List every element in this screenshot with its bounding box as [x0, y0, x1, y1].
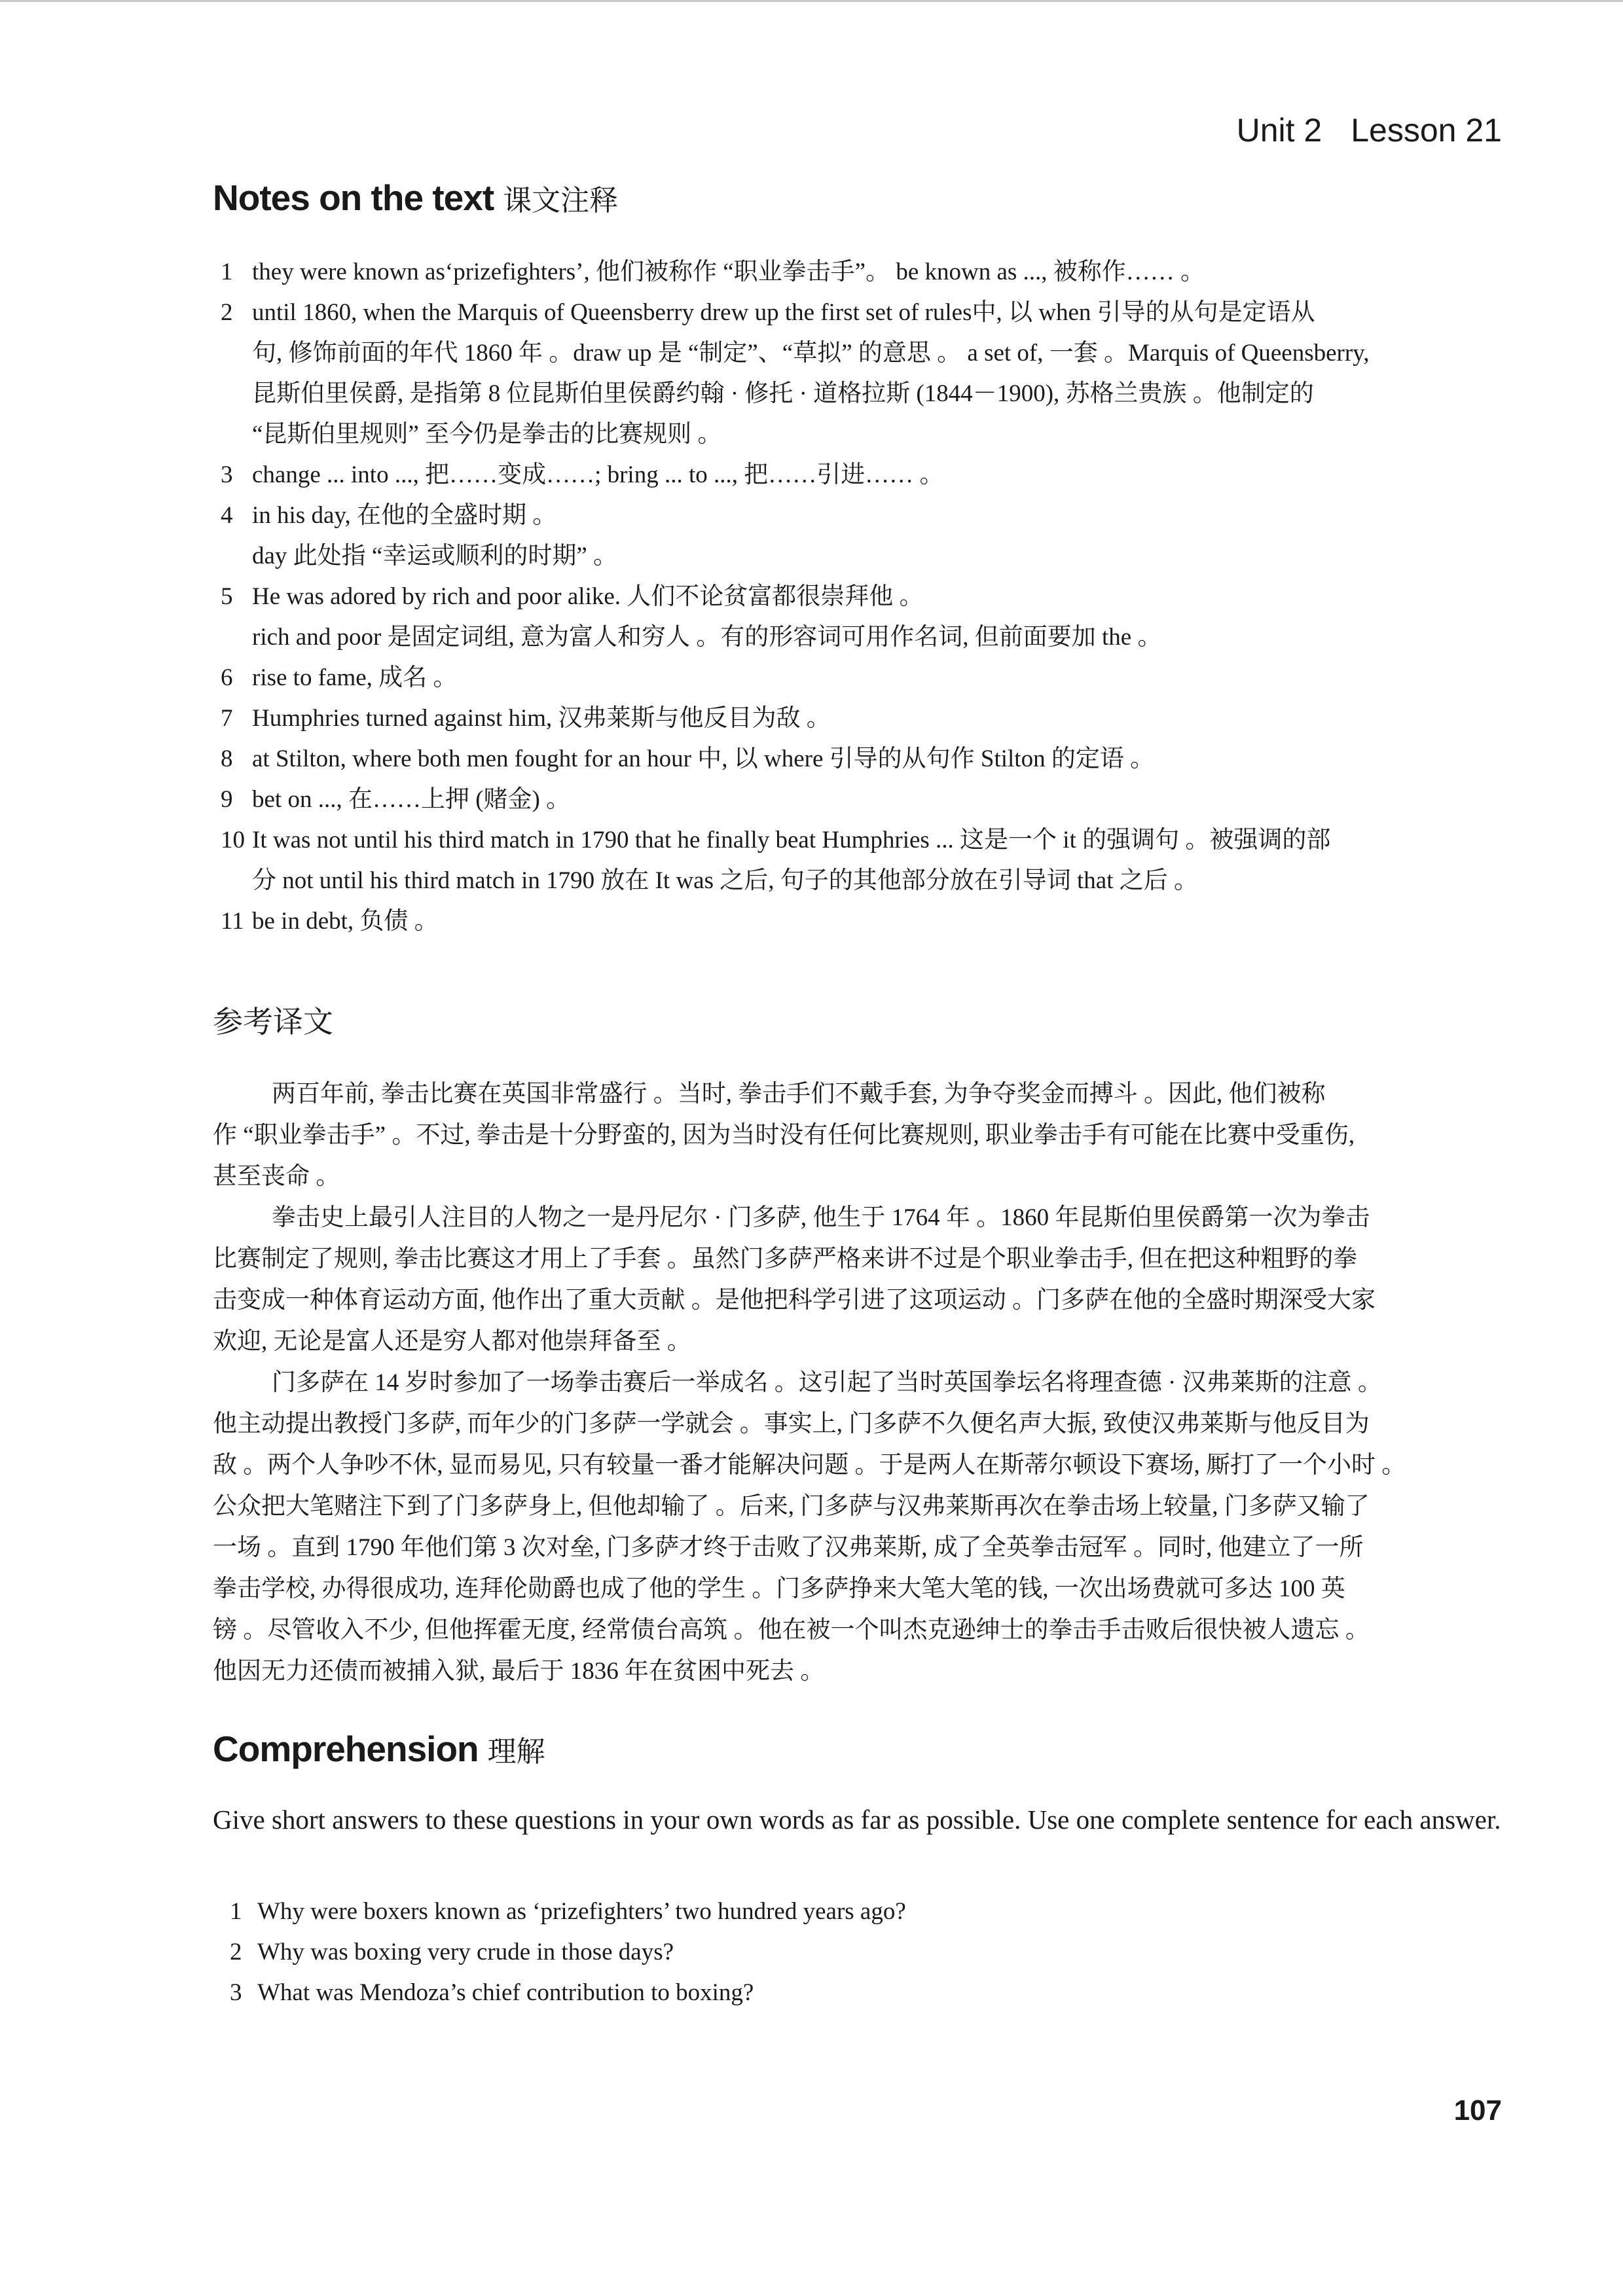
note-text-line: 分 not until his third match in 1790 放在 It was 之后, 句子的其他部分放在引导词 that 之后 。 — [252, 867, 1198, 894]
translation-line: 拳击史上最引人注目的人物之一是丹尼尔 · 门多萨, 他生于 1764 年 。1860 年昆斯伯里侯爵第一次为拳击 — [272, 1204, 1370, 1231]
note-number: 3 — [221, 461, 233, 488]
translation-paragraph — [213, 1362, 1506, 1692]
question-number: 2 — [230, 1939, 242, 1965]
note-item — [213, 739, 1506, 780]
translation-line: 公众把大笔赌注下到了门多萨身上, 但他却输了 。后来, 门多萨与汉弗莱斯再次在拳击场上较量, 门多萨又输了 — [213, 1493, 1370, 1520]
note-text-line: “昆斯伯里规则” 至今仍是拳击的比赛规则 。 — [252, 421, 722, 448]
question-number: 1 — [230, 1898, 242, 1925]
note-item — [213, 698, 1506, 739]
note-text-line: be in debt, 负债 。 — [252, 908, 439, 935]
note-text-line: rise to fame, 成名 。 — [252, 664, 458, 691]
note-text-line: 句, 修饰前面的年代 1860 年 。draw up 是 “制定”、“草拟” 的意思 。 a set of, 一套 。Marquis of Queensberry, — [252, 340, 1370, 367]
lesson-label: Lesson 21 — [1351, 112, 1502, 149]
translation-line: 他因无力还债而被捕入狱, 最后于 1836 年在贫困中死去 。 — [213, 1658, 825, 1685]
note-number: 5 — [221, 583, 233, 610]
comprehension-title-en: Comprehension — [213, 1729, 479, 1769]
note-text-line: He was adored by rich and poor alike. 人们不论贫富都很崇拜他 。 — [252, 583, 924, 610]
question-item — [213, 1932, 1506, 1973]
note-number: 8 — [221, 745, 233, 772]
translation-body — [213, 1073, 1506, 1692]
unit-label: Unit 2 — [1236, 112, 1322, 149]
note-text-line: Humphries turned against him, 汉弗莱斯与他反目为敌 。 — [252, 705, 831, 732]
notes-title-en: Notes on the text — [213, 177, 494, 218]
note-text-line: until 1860, when the Marquis of Queensberry drew up the first set of rules中, 以 when 引导的从句是定语从 — [252, 299, 1315, 326]
question-text: Why were boxers known as ‘prizefighters’ two hundred years ago? — [257, 1898, 906, 1925]
translation-line: 门多萨在 14 岁时参加了一场拳击赛后一举成名 。这引起了当时英国拳坛名将理查德 · 汉弗莱斯的注意 。 — [272, 1369, 1382, 1396]
question-item — [213, 1973, 1506, 2013]
note-item — [213, 293, 1506, 455]
translation-line: 一场 。直到 1790 年他们第 3 次对垒, 门多萨才终于击败了汉弗莱斯, 成了全英拳击冠军 。同时, 他建立了一所 — [213, 1534, 1364, 1561]
note-text-line: in his day, 在他的全盛时期 。 — [252, 502, 557, 529]
note-text-line: It was not until his third match in 1790 that he finally beat Humphries ... 这是一个 it 的强调句 。被强调的部 — [252, 827, 1331, 853]
translation-line: 镑 。尽管收入不少, 但他挥霍无度, 经常债台高筑 。他在被一个叫杰克逊绅士的拳击手击败后很快被人遗忘 。 — [213, 1617, 1370, 1643]
note-number: 6 — [221, 664, 233, 691]
note-item — [213, 658, 1506, 698]
note-number: 1 — [221, 259, 233, 285]
note-number: 9 — [221, 786, 233, 813]
translation-line: 敌 。两个人争吵不休, 显而易见, 只有较量一番才能解决问题 。于是两人在斯蒂尔顿设下赛场, 厮打了一个小时 。 — [213, 1452, 1406, 1479]
translation-heading: 参考译文 — [213, 1004, 333, 1039]
comprehension-title-cn: 理解 — [487, 1735, 545, 1768]
note-text-line: day 此处指 “幸运或顺利的时期” 。 — [252, 543, 618, 569]
note-text-line: change ... into ..., 把……变成……; bring ... to ..., 把……引进…… 。 — [252, 461, 944, 488]
translation-paragraph — [213, 1197, 1506, 1362]
page-number: 107 — [1453, 2094, 1502, 2126]
note-item — [213, 495, 1506, 577]
note-text-line: rich and poor 是固定词组, 意为富人和穷人 。有的形容词可用作名词, 但前面要加 the 。 — [252, 624, 1162, 651]
question-text: What was Mendoza’s chief contribution to boxing? — [257, 1979, 754, 2006]
note-item — [213, 252, 1506, 293]
running-head — [1237, 111, 1502, 149]
note-item — [213, 820, 1506, 901]
note-number: 10 — [221, 827, 245, 853]
translation-line: 甚至丧命 。 — [213, 1163, 340, 1190]
question-text: Why was boxing very crude in those days? — [257, 1939, 674, 1965]
question-number: 3 — [230, 1979, 242, 2006]
translation-line: 击变成一种体育运动方面, 他作出了重大贡献 。是他把科学引进了这项运动 。门多萨在他的全盛时期深受大家 — [213, 1287, 1376, 1314]
comprehension-section-title — [213, 1728, 545, 1770]
translation-line: 欢迎, 无论是富人还是穷人都对他崇拜备至 。 — [213, 1328, 691, 1355]
note-item — [213, 577, 1506, 658]
notes-list — [213, 252, 1506, 942]
note-text-line: they were known as‘prizefighters’, 他们被称作 “职业拳击手”。 be known as ..., 被称作…… 。 — [252, 259, 1205, 285]
note-text-line: at Stilton, where both men fought for an hour 中, 以 where 引导的从句作 Stilton 的定语 。 — [252, 745, 1155, 772]
note-number: 4 — [221, 502, 233, 529]
translation-line: 两百年前, 拳击比赛在英国非常盛行 。当时, 拳击手们不戴手套, 为争夺奖金而搏斗 。因此, 他们被称 — [272, 1081, 1326, 1107]
translation-line: 作 “职业拳击手” 。不过, 拳击是十分野蛮的, 因为当时没有任何比赛规则, 职业拳击手有可能在比赛中受重伤, — [213, 1122, 1355, 1149]
note-number: 7 — [221, 705, 233, 732]
question-list — [213, 1892, 1506, 2013]
note-item — [213, 780, 1506, 820]
note-text-line: 昆斯伯里侯爵, 是指第 8 位昆斯伯里侯爵约翰 · 修托 · 道格拉斯 (1844－1900), 苏格兰贵族 。他制定的 — [252, 380, 1314, 407]
translation-line: 他主动提出教授门多萨, 而年少的门多萨一学就会 。事实上, 门多萨不久便名声大振, 致使汉弗莱斯与他反目为 — [213, 1410, 1370, 1437]
notes-section-title — [213, 177, 618, 219]
translation-line: 比赛制定了规则, 拳击比赛这才用上了手套 。虽然门多萨严格来讲不过是个职业拳击手, 但在把这种粗野的拳 — [213, 1246, 1358, 1272]
note-text-line: bet on ..., 在……上押 (赌金) 。 — [252, 786, 571, 813]
note-item — [213, 455, 1506, 495]
comprehension-instructions: Give short answers to these questions in your own words as far as possible. Use one complete sentence for each answer. — [213, 1804, 1501, 1835]
note-number: 2 — [221, 299, 233, 326]
question-item — [213, 1892, 1506, 1932]
translation-paragraph — [213, 1073, 1506, 1197]
note-number: 11 — [221, 908, 244, 935]
note-item — [213, 901, 1506, 942]
top-border — [0, 0, 1623, 2]
notes-title-cn: 课文注释 — [503, 184, 619, 217]
translation-line: 拳击学校, 办得很成功, 连拜伦勋爵也成了他的学生 。门多萨挣来大笔大笔的钱, 一次出场费就可多达 100 英 — [213, 1575, 1345, 1602]
